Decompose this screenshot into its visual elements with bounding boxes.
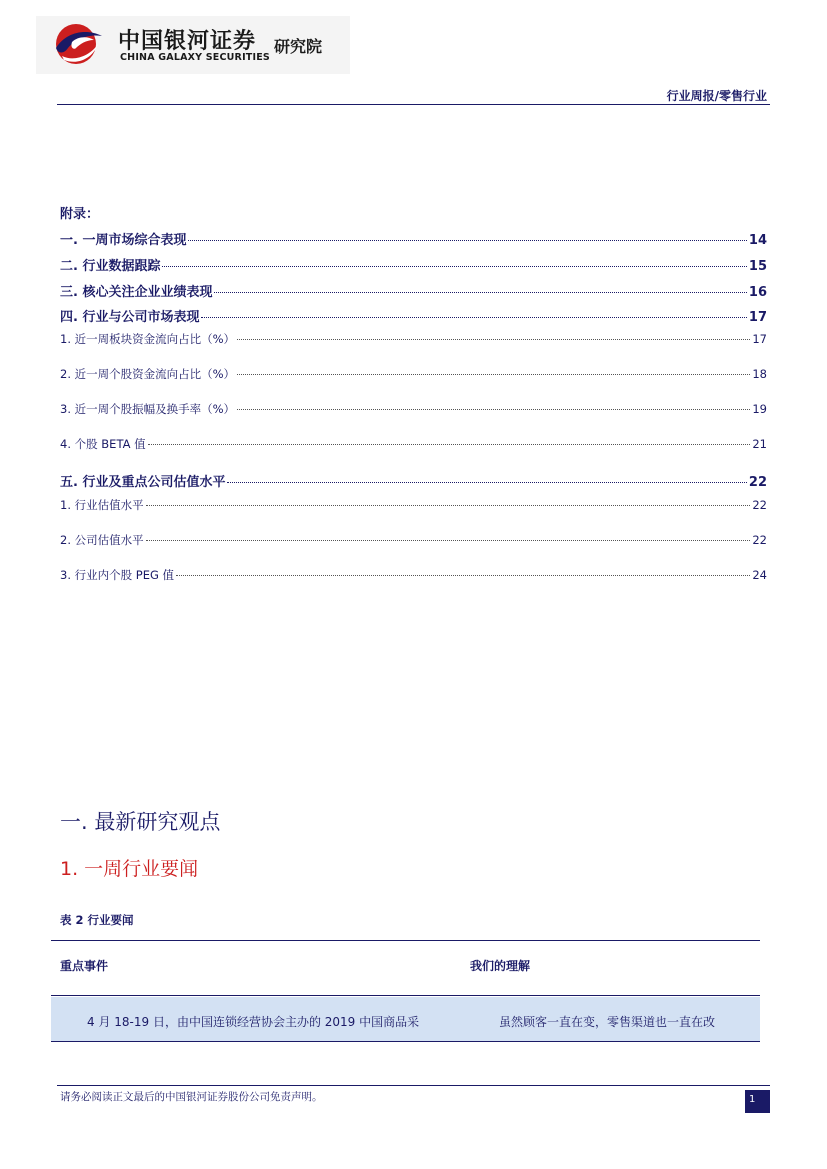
footer-disclaimer: 请务必阅读正文最后的中国银河证券股份公司免责声明。 [60, 1091, 323, 1103]
toc-item[interactable] [60, 229, 767, 248]
toc-item-page: 18 [752, 367, 767, 381]
toc-item-label: 三. 核心关注企业业绩表现 [60, 285, 213, 300]
toc-item-label: 4. 个股 BETA 值 [60, 437, 146, 451]
toc-leader-dots [146, 540, 751, 541]
table-header-events: 重点事件 [60, 959, 109, 973]
table-caption: 表 2 行业要闻 [60, 913, 134, 927]
toc-item-page: 17 [748, 310, 767, 325]
toc-leader-dots [188, 240, 746, 241]
table-top-rule [51, 940, 760, 941]
toc-item-label: 3. 近一周个股振幅及换手率（%） [60, 402, 236, 416]
toc-item-label: 二. 行业数据跟踪 [60, 259, 161, 274]
toc-item[interactable] [60, 532, 767, 548]
logo-institute: 研究院 [274, 37, 323, 56]
toc-item-label: 2. 近一周个股资金流向占比（%） [60, 367, 236, 381]
toc-item-label: 四. 行业与公司市场表现 [60, 310, 200, 325]
toc-leader-dots [214, 292, 746, 293]
toc-leader-dots [146, 505, 751, 506]
table-header-rule [51, 995, 760, 996]
toc-item-page: 22 [752, 498, 767, 512]
toc-item[interactable] [60, 567, 767, 583]
toc-item-label: 1. 近一周板块资金流向占比（%） [60, 332, 236, 346]
logo [36, 16, 350, 74]
page-number-label: 1 [749, 1094, 756, 1105]
table-cell-understanding: 虽然顾客一直在变，零售渠道也一直在改 [499, 1015, 716, 1029]
toc-item-page: 21 [752, 437, 767, 451]
toc-item-label: 2. 公司估值水平 [60, 533, 144, 547]
toc-item[interactable] [60, 255, 767, 274]
toc-item-page: 17 [752, 332, 767, 346]
toc-item-page: 24 [752, 568, 767, 582]
toc-item[interactable] [60, 497, 767, 513]
table-header-understanding: 我们的理解 [470, 959, 531, 973]
footer-divider [57, 1085, 770, 1086]
galaxy-logo-icon [52, 22, 104, 66]
table-bottom-rule [51, 1041, 760, 1042]
toc-title: 附录： [60, 207, 100, 222]
report-type: 行业周报/零售行业 [666, 89, 767, 103]
subsection-heading: 1. 一周行业要闻 [60, 858, 199, 880]
logo-english-name: CHINA GALAXY SECURITIES [120, 52, 270, 63]
logo-chinese-name: 中国银河证券 [118, 29, 257, 54]
toc-item[interactable] [60, 331, 767, 347]
header-divider [57, 104, 770, 105]
toc-leader-dots [227, 482, 746, 483]
toc-item[interactable] [60, 401, 767, 417]
toc-leader-dots [237, 339, 750, 340]
toc-leader-dots [201, 317, 746, 318]
toc-leader-dots [237, 374, 750, 375]
toc-leader-dots [148, 444, 751, 445]
toc-item-page: 19 [752, 402, 767, 416]
section-heading: 一. 最新研究观点 [60, 810, 221, 834]
toc-item-page: 14 [748, 233, 767, 248]
toc-item[interactable] [60, 471, 767, 490]
toc-item-page: 22 [748, 475, 767, 490]
toc-item-label: 一. 一周市场综合表现 [60, 233, 187, 248]
toc-item-page: 16 [748, 285, 767, 300]
table-cell-event: 4 月 18-19 日，由中国连锁经营协会主办的 2019 中国商品采 [87, 1015, 420, 1029]
toc-item-label: 1. 行业估值水平 [60, 498, 144, 512]
toc-item[interactable] [60, 366, 767, 382]
toc-item-page: 22 [752, 533, 767, 547]
toc-leader-dots [176, 575, 750, 576]
toc-leader-dots [237, 409, 750, 410]
toc-leader-dots [162, 266, 746, 267]
toc-item[interactable] [60, 436, 767, 452]
toc-item-label: 3. 行业内个股 PEG 值 [60, 568, 175, 582]
toc-item[interactable] [60, 281, 767, 300]
page-number [745, 1090, 770, 1113]
toc-item-label: 五. 行业及重点公司估值水平 [60, 475, 226, 490]
toc-item-page: 15 [748, 259, 767, 274]
toc-item[interactable] [60, 306, 767, 325]
